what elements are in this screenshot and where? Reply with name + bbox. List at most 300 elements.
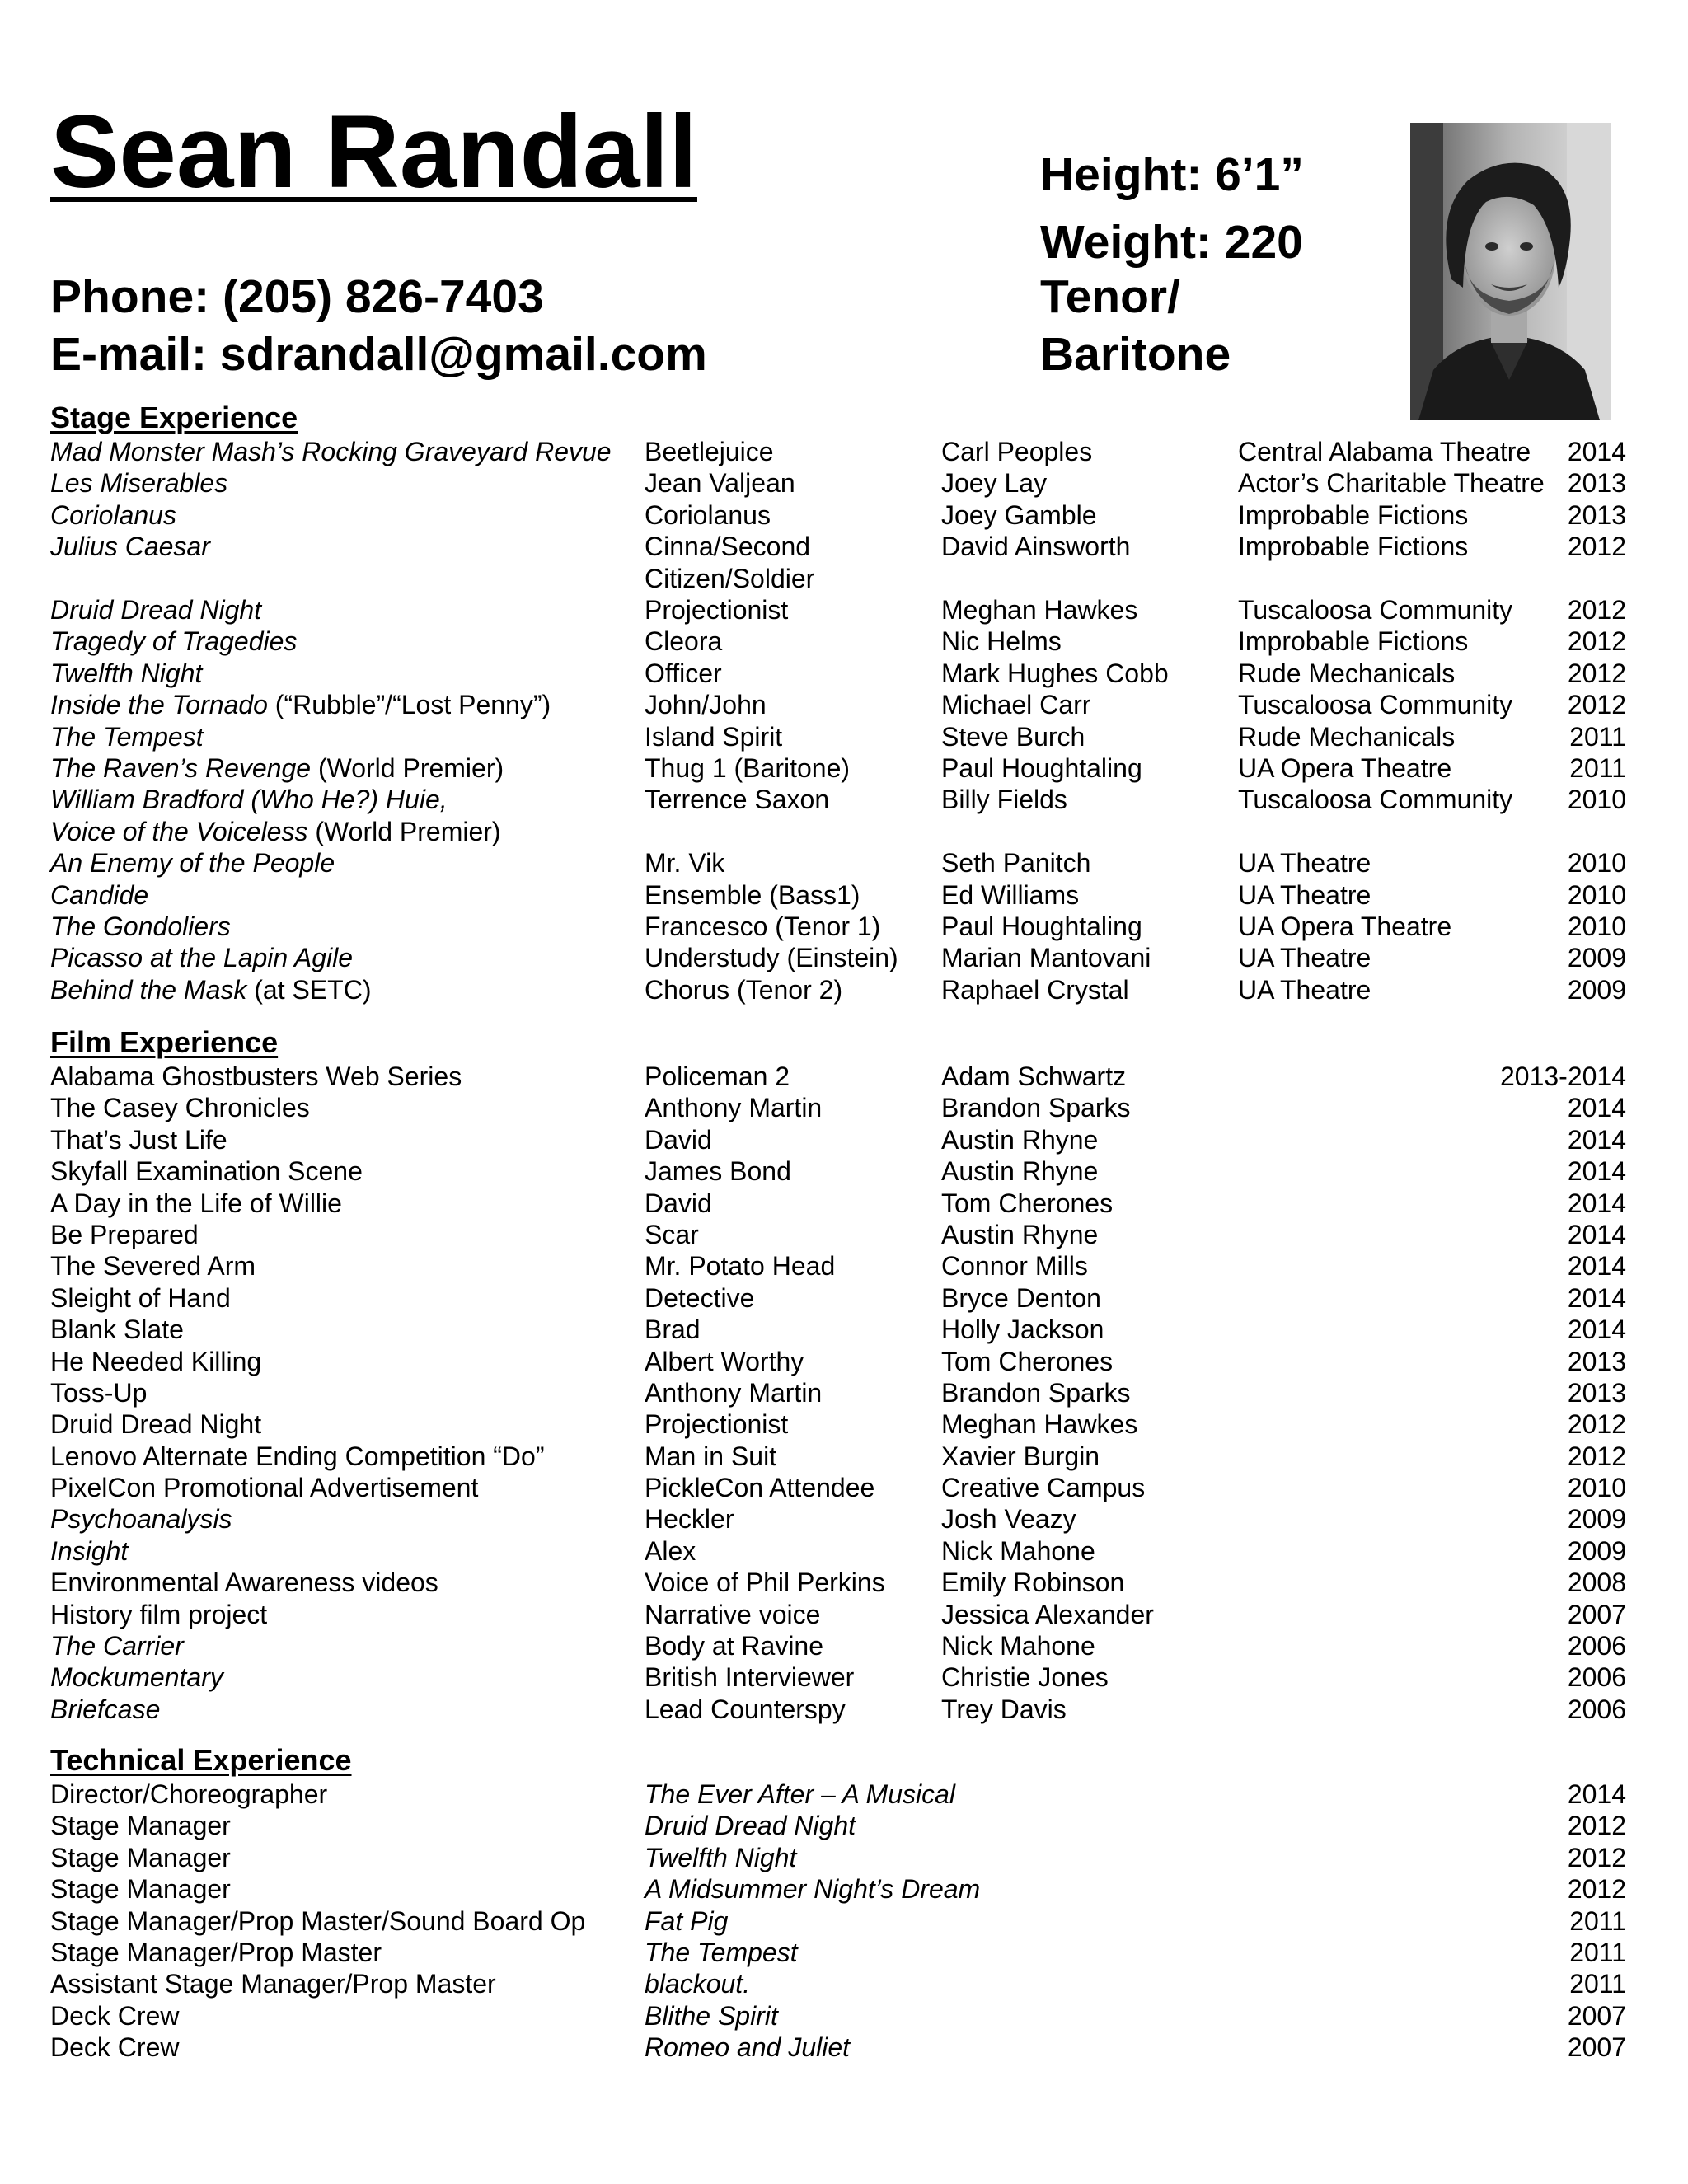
stage-show — [50, 847, 335, 879]
stage-role — [645, 658, 722, 689]
weight-stat: Weight: 220 — [1040, 216, 1303, 269]
stage-row — [0, 499, 1688, 531]
stage-show-title: William Bradford (Who He?) Huie, — [50, 785, 448, 815]
film-year: 2013-2014 — [1499, 1062, 1626, 1091]
film-director: Brandon Sparks — [941, 1377, 1131, 1408]
stage-role — [645, 879, 860, 911]
film-year: 2012 — [1567, 1441, 1626, 1471]
film-row — [0, 1441, 1688, 1472]
film-director: Nick Mahone — [941, 1535, 1095, 1566]
film-title: Skyfall Examination Scene — [50, 1156, 363, 1187]
stage-show-title: Twelfth Night — [50, 658, 203, 688]
stage-show — [50, 784, 501, 847]
film-role: PickleCon Attendee — [645, 1473, 875, 1503]
stage-role — [645, 942, 898, 973]
stage-director: Michael Carr — [941, 690, 1091, 720]
stage-company: Improbable Fictions — [1238, 626, 1469, 657]
stage-experience-heading: Stage Experience — [50, 401, 298, 434]
stage-year: 2012 — [1567, 690, 1626, 720]
stage-role — [645, 911, 880, 942]
film-director: Brandon Sparks — [941, 1093, 1131, 1123]
film-director: Tom Cherones — [941, 1188, 1114, 1218]
stage-show-note: (at SETC) — [246, 974, 372, 1005]
film-role: Voice of Phil Perkins — [645, 1568, 885, 1598]
stage-role — [645, 467, 795, 499]
film-title: Be Prepared — [50, 1219, 199, 1249]
technical-position: Director/Choreographer — [50, 1779, 328, 1809]
stage-role — [645, 752, 850, 784]
film-experience-heading: Film Experience — [50, 1025, 279, 1059]
technical-position: Stage Manager/Prop Master/Sound Board Op — [50, 1905, 586, 1936]
stage-show — [50, 499, 176, 531]
film-role: Projectionist — [645, 1409, 789, 1440]
technical-position: Stage Manager — [50, 1842, 231, 1872]
film-title: The Severed Arm — [50, 1251, 256, 1282]
stage-show-title: Mad Monster Mash’s Rocking Graveyard Revue — [50, 437, 612, 466]
film-row — [0, 1061, 1688, 1092]
technical-year: 2011 — [1569, 1905, 1626, 1936]
film-title: Psychoanalysis — [50, 1504, 232, 1535]
technical-year: 2011 — [1569, 1937, 1626, 1967]
stage-show-title: Julius Caesar — [50, 532, 210, 562]
film-year: 2013 — [1567, 1377, 1626, 1408]
stage-role — [645, 626, 722, 657]
film-role: Narrative voice — [645, 1599, 821, 1629]
stage-company: Tuscaloosa Community — [1238, 690, 1513, 720]
technical-row — [0, 1810, 1688, 1841]
film-row — [0, 1661, 1688, 1693]
stage-row — [0, 436, 1688, 467]
stage-director: David Ainsworth — [941, 532, 1131, 562]
actor-name: Sean Randall — [50, 95, 697, 209]
film-role: Detective — [645, 1282, 755, 1313]
film-role: James Bond — [645, 1156, 791, 1187]
stage-role — [645, 721, 782, 752]
stage-show-line — [50, 911, 231, 942]
film-director: Austin Rhyne — [941, 1156, 1099, 1187]
stage-director: Paul Houghtaling — [941, 911, 1142, 941]
film-row — [0, 1250, 1688, 1282]
film-title: Druid Dread Night — [50, 1409, 262, 1440]
film-row — [0, 1155, 1688, 1187]
film-row — [0, 1346, 1688, 1377]
stage-director: Seth Panitch — [941, 848, 1091, 879]
stage-show-line — [50, 436, 612, 467]
stage-director: Raphael Crystal — [941, 974, 1129, 1005]
film-role: Alex — [645, 1535, 696, 1566]
film-director: Emily Robinson — [941, 1568, 1125, 1598]
stage-role-line: Mr. Vik — [645, 848, 725, 879]
film-director: Austin Rhyne — [941, 1124, 1099, 1155]
stage-role-line: Projectionist — [645, 594, 789, 625]
stage-row — [0, 689, 1688, 720]
film-year: 2014 — [1567, 1251, 1626, 1282]
stage-company: UA Opera Theatre — [1238, 752, 1452, 783]
stage-show-note: (“Rubble”/“Lost Penny”) — [267, 690, 551, 720]
stage-show — [50, 879, 148, 911]
technical-production: Romeo and Juliet — [645, 2032, 851, 2063]
film-title: PixelCon Promotional Advertisement — [50, 1473, 479, 1503]
stage-director: Joey Gamble — [941, 499, 1097, 530]
stage-show — [50, 467, 227, 499]
technical-row — [0, 2000, 1688, 2032]
stage-show-title: Les Miserables — [50, 468, 228, 499]
phone-line: Phone: (205) 826-7403 — [50, 270, 544, 323]
stage-show-title: Voice of the Voiceless — [50, 816, 308, 846]
stage-company: Improbable Fictions — [1238, 499, 1469, 530]
film-year: 2006 — [1567, 1662, 1626, 1693]
stage-company: UA Theatre — [1238, 879, 1372, 910]
stage-show-line — [50, 879, 148, 911]
stage-role-line: Cinna/Second — [645, 532, 811, 562]
film-director: Meghan Hawkes — [941, 1409, 1138, 1440]
film-role: Body at Ravine — [645, 1631, 824, 1661]
film-title: Lenovo Alternate Ending Competition “Do” — [50, 1441, 545, 1471]
stage-director: Joey Lay — [941, 468, 1048, 499]
stage-row — [0, 531, 1688, 594]
stage-company: Tuscaloosa Community — [1238, 594, 1513, 625]
stage-year: 2010 — [1567, 879, 1626, 910]
film-role: Heckler — [645, 1504, 734, 1535]
stage-year: 2013 — [1567, 499, 1626, 530]
technical-production: Druid Dread Night — [645, 1811, 856, 1841]
stage-company: Tuscaloosa Community — [1238, 785, 1513, 815]
technical-experience-heading: Technical Experience — [50, 1743, 352, 1777]
stage-role — [645, 499, 771, 531]
film-director: Josh Veazy — [941, 1504, 1076, 1535]
film-year: 2008 — [1567, 1568, 1626, 1598]
stage-role-line: Ensemble (Bass1) — [645, 879, 860, 910]
film-year: 2013 — [1567, 1346, 1626, 1376]
stage-show-line — [50, 467, 227, 499]
technical-experience-list — [0, 1779, 1688, 2064]
stage-row — [0, 594, 1688, 626]
stage-role-line: Coriolanus — [645, 499, 771, 530]
stage-show — [50, 531, 210, 562]
stage-show-title: Druid Dread Night — [50, 594, 262, 625]
film-director: Austin Rhyne — [941, 1219, 1099, 1249]
technical-position: Deck Crew — [50, 2000, 180, 2031]
film-director: Tom Cherones — [941, 1346, 1114, 1376]
film-row — [0, 1567, 1688, 1598]
film-year: 2014 — [1567, 1219, 1626, 1249]
film-director: Creative Campus — [941, 1473, 1146, 1503]
film-row — [0, 1124, 1688, 1155]
stage-row — [0, 658, 1688, 689]
stage-show-line — [50, 689, 551, 720]
stage-show-line — [50, 531, 210, 562]
technical-position: Assistant Stage Manager/Prop Master — [50, 1969, 496, 1999]
film-director: Holly Jackson — [941, 1315, 1104, 1345]
technical-position: Stage Manager — [50, 1874, 231, 1905]
stage-role — [645, 436, 774, 467]
stage-year: 2014 — [1567, 437, 1626, 466]
film-role: David — [645, 1124, 712, 1155]
film-role: Brad — [645, 1315, 701, 1345]
film-role: Mr. Potato Head — [645, 1251, 836, 1282]
film-row — [0, 1408, 1688, 1440]
stage-role-line: Beetlejuice — [645, 437, 774, 466]
stage-show — [50, 974, 371, 1005]
stage-show — [50, 436, 612, 467]
stage-year: 2011 — [1569, 752, 1626, 783]
stage-show-title: The Gondoliers — [50, 911, 231, 941]
film-title: Briefcase — [50, 1694, 161, 1724]
email-line: E-mail: sdrandall@gmail.com — [50, 328, 707, 381]
stage-row — [0, 942, 1688, 973]
stage-show — [50, 942, 353, 973]
technical-row — [0, 1968, 1688, 1999]
stage-director: Marian Mantovani — [941, 943, 1151, 973]
stage-company: Actor’s Charitable Theatre — [1238, 468, 1545, 499]
technical-production: Twelfth Night — [645, 1842, 797, 1872]
film-role: Policeman 2 — [645, 1062, 790, 1091]
stage-role — [645, 531, 814, 594]
film-year: 2007 — [1567, 1599, 1626, 1629]
film-role: Albert Worthy — [645, 1346, 804, 1376]
stage-show-title: Behind the Mask — [50, 974, 247, 1005]
stage-experience-list — [0, 436, 1688, 1005]
film-role: Anthony Martin — [645, 1093, 823, 1123]
film-director: Xavier Burgin — [941, 1441, 1100, 1471]
film-row — [0, 1092, 1688, 1123]
film-director: Christie Jones — [941, 1662, 1109, 1693]
stage-show-note: (World Premier) — [311, 752, 504, 783]
stage-show-line — [50, 499, 176, 531]
stage-show-line — [50, 784, 501, 815]
stage-row — [0, 911, 1688, 942]
stage-role — [645, 689, 767, 720]
film-row — [0, 1503, 1688, 1535]
stage-role-line: Island Spirit — [645, 721, 783, 752]
technical-row — [0, 1842, 1688, 1873]
stage-row — [0, 467, 1688, 499]
stage-row — [0, 784, 1688, 847]
stage-role — [645, 594, 788, 626]
stage-show-line — [50, 847, 335, 879]
film-title: Sleight of Hand — [50, 1282, 231, 1313]
film-year: 2014 — [1567, 1315, 1626, 1345]
film-title: Environmental Awareness videos — [50, 1568, 438, 1598]
stage-show — [50, 911, 231, 942]
stage-role-line: Citizen/Soldier — [645, 563, 815, 593]
stage-company: UA Theatre — [1238, 848, 1372, 879]
film-year: 2009 — [1567, 1504, 1626, 1535]
stage-show — [50, 689, 551, 720]
stage-year: 2012 — [1567, 532, 1626, 562]
stage-show-line — [50, 721, 204, 752]
film-year: 2014 — [1567, 1156, 1626, 1187]
technical-row — [0, 1779, 1688, 1810]
film-title: The Carrier — [50, 1631, 184, 1661]
film-row — [0, 1694, 1688, 1725]
film-year: 2014 — [1567, 1124, 1626, 1155]
stage-role-line: Chorus (Tenor 2) — [645, 974, 843, 1005]
stage-show-line — [50, 626, 297, 657]
stage-company: UA Theatre — [1238, 974, 1372, 1005]
stage-row — [0, 721, 1688, 752]
stage-role-line: Jean Valjean — [645, 468, 795, 499]
film-row — [0, 1188, 1688, 1219]
stage-row — [0, 752, 1688, 784]
stage-show — [50, 752, 504, 784]
technical-production: Blithe Spirit — [645, 2000, 778, 2031]
film-row — [0, 1535, 1688, 1567]
stage-year: 2010 — [1567, 785, 1626, 815]
film-experience-list — [0, 1061, 1688, 1725]
stage-director: Ed Williams — [941, 879, 1080, 910]
technical-year: 2011 — [1569, 1969, 1626, 1999]
film-director: Bryce Denton — [941, 1282, 1101, 1313]
stage-role-line: John/John — [645, 690, 767, 720]
film-row — [0, 1472, 1688, 1503]
technical-production: blackout. — [645, 1969, 751, 1999]
stage-role — [645, 784, 829, 815]
technical-production: The Tempest — [645, 1937, 798, 1967]
stage-year: 2012 — [1567, 626, 1626, 657]
film-role: British Interviewer — [645, 1662, 855, 1693]
stage-show — [50, 721, 204, 752]
stage-row — [0, 626, 1688, 657]
technical-row — [0, 2032, 1688, 2063]
headshot-image — [1410, 123, 1611, 420]
film-role: Lead Counterspy — [645, 1694, 846, 1724]
stage-director: Nic Helms — [941, 626, 1062, 657]
stage-show-title: Picasso at the Lapin Agile — [50, 943, 354, 973]
stage-row — [0, 847, 1688, 879]
technical-year: 2012 — [1567, 1842, 1626, 1872]
film-role: Scar — [645, 1219, 699, 1249]
technical-year: 2012 — [1567, 1874, 1626, 1905]
stage-row — [0, 974, 1688, 1005]
stage-role-line: Cleora — [645, 626, 723, 657]
stage-show-title: Inside the Tornado — [50, 690, 268, 720]
film-year: 2014 — [1567, 1188, 1626, 1218]
technical-row — [0, 1937, 1688, 1968]
stage-year: 2010 — [1567, 911, 1626, 941]
film-role: Man in Suit — [645, 1441, 777, 1471]
technical-production: The Ever After – A Musical — [645, 1779, 956, 1809]
film-director: Nick Mahone — [941, 1631, 1095, 1661]
film-year: 2009 — [1567, 1535, 1626, 1566]
stage-row — [0, 879, 1688, 911]
film-row — [0, 1599, 1688, 1630]
stage-role — [645, 847, 724, 879]
film-row — [0, 1219, 1688, 1250]
stage-role-line: Terrence Saxon — [645, 785, 830, 815]
headshot-photo — [1410, 123, 1611, 420]
technical-position: Stage Manager/Prop Master — [50, 1937, 382, 1967]
stage-director: Billy Fields — [941, 785, 1067, 815]
stage-year: 2012 — [1567, 594, 1626, 625]
stage-director: Paul Houghtaling — [941, 752, 1142, 783]
film-year: 2012 — [1567, 1409, 1626, 1440]
stage-company: Rude Mechanicals — [1238, 721, 1456, 752]
film-title: Mockumentary — [50, 1662, 223, 1693]
voice-type-line1: Tenor/ — [1040, 270, 1180, 323]
stage-role — [645, 974, 842, 1005]
stage-year: 2009 — [1567, 974, 1626, 1005]
film-role: Anthony Martin — [645, 1377, 823, 1408]
stage-show-title: Candide — [50, 879, 149, 910]
stage-role-line: Thug 1 (Baritone) — [645, 752, 851, 783]
film-year: 2006 — [1567, 1694, 1626, 1724]
stage-show-line — [50, 974, 371, 1005]
film-year: 2006 — [1567, 1631, 1626, 1661]
technical-year: 2012 — [1567, 1811, 1626, 1841]
stage-show-title: The Tempest — [50, 721, 204, 752]
height-stat: Height: 6’1” — [1040, 148, 1304, 201]
stage-year: 2013 — [1567, 468, 1626, 499]
film-title: Alabama Ghostbusters Web Series — [50, 1062, 462, 1091]
film-title: That’s Just Life — [50, 1124, 227, 1155]
film-title: A Day in the Life of Willie — [50, 1188, 342, 1218]
stage-director: Meghan Hawkes — [941, 594, 1138, 625]
film-title: The Casey Chronicles — [50, 1093, 310, 1123]
technical-year: 2007 — [1567, 2032, 1626, 2063]
stage-show-line — [50, 752, 504, 784]
film-row — [0, 1630, 1688, 1661]
stage-show-line — [50, 942, 353, 973]
stage-company: UA Theatre — [1238, 943, 1372, 973]
film-year: 2010 — [1567, 1473, 1626, 1503]
stage-show — [50, 658, 202, 689]
stage-company: UA Opera Theatre — [1238, 911, 1452, 941]
film-title: Insight — [50, 1535, 129, 1566]
stage-year: 2012 — [1567, 658, 1626, 688]
film-title: He Needed Killing — [50, 1346, 262, 1376]
film-title: Toss-Up — [50, 1377, 148, 1408]
film-director: Adam Schwartz — [941, 1062, 1127, 1091]
film-year: 2014 — [1567, 1093, 1626, 1123]
film-role: David — [645, 1188, 712, 1218]
stage-show-title: The Raven’s Revenge — [50, 752, 312, 783]
film-row — [0, 1314, 1688, 1345]
stage-year: 2011 — [1569, 721, 1626, 752]
stage-show-line — [50, 816, 501, 847]
stage-show — [50, 594, 261, 626]
stage-show-title: Coriolanus — [50, 499, 176, 530]
technical-year: 2014 — [1567, 1779, 1626, 1809]
stage-company: Improbable Fictions — [1238, 532, 1469, 562]
film-title: Blank Slate — [50, 1315, 184, 1345]
film-director: Connor Mills — [941, 1251, 1088, 1282]
stage-director: Mark Hughes Cobb — [941, 658, 1169, 688]
stage-director: Carl Peoples — [941, 437, 1093, 466]
film-row — [0, 1377, 1688, 1408]
stage-role-line: Francesco (Tenor 1) — [645, 911, 881, 941]
stage-role-line: Officer — [645, 658, 722, 688]
technical-production: A Midsummer Night’s Dream — [645, 1874, 981, 1905]
technical-row — [0, 1905, 1688, 1937]
stage-company: Central Alabama Theatre — [1238, 437, 1531, 466]
stage-year: 2009 — [1567, 943, 1626, 973]
film-year: 2014 — [1567, 1282, 1626, 1313]
stage-year: 2010 — [1567, 848, 1626, 879]
technical-position: Stage Manager — [50, 1811, 231, 1841]
technical-production: Fat Pig — [645, 1905, 729, 1936]
technical-year: 2007 — [1567, 2000, 1626, 2031]
film-title: History film project — [50, 1599, 268, 1629]
film-director: Jessica Alexander — [941, 1599, 1154, 1629]
stage-show-title: An Enemy of the People — [50, 848, 335, 879]
technical-row — [0, 1873, 1688, 1905]
stage-show-title: Tragedy of Tragedies — [50, 626, 298, 657]
film-director: Trey Davis — [941, 1694, 1067, 1724]
technical-position: Deck Crew — [50, 2032, 180, 2063]
stage-company: Rude Mechanicals — [1238, 658, 1456, 688]
stage-show-note: (World Premier) — [307, 816, 501, 846]
